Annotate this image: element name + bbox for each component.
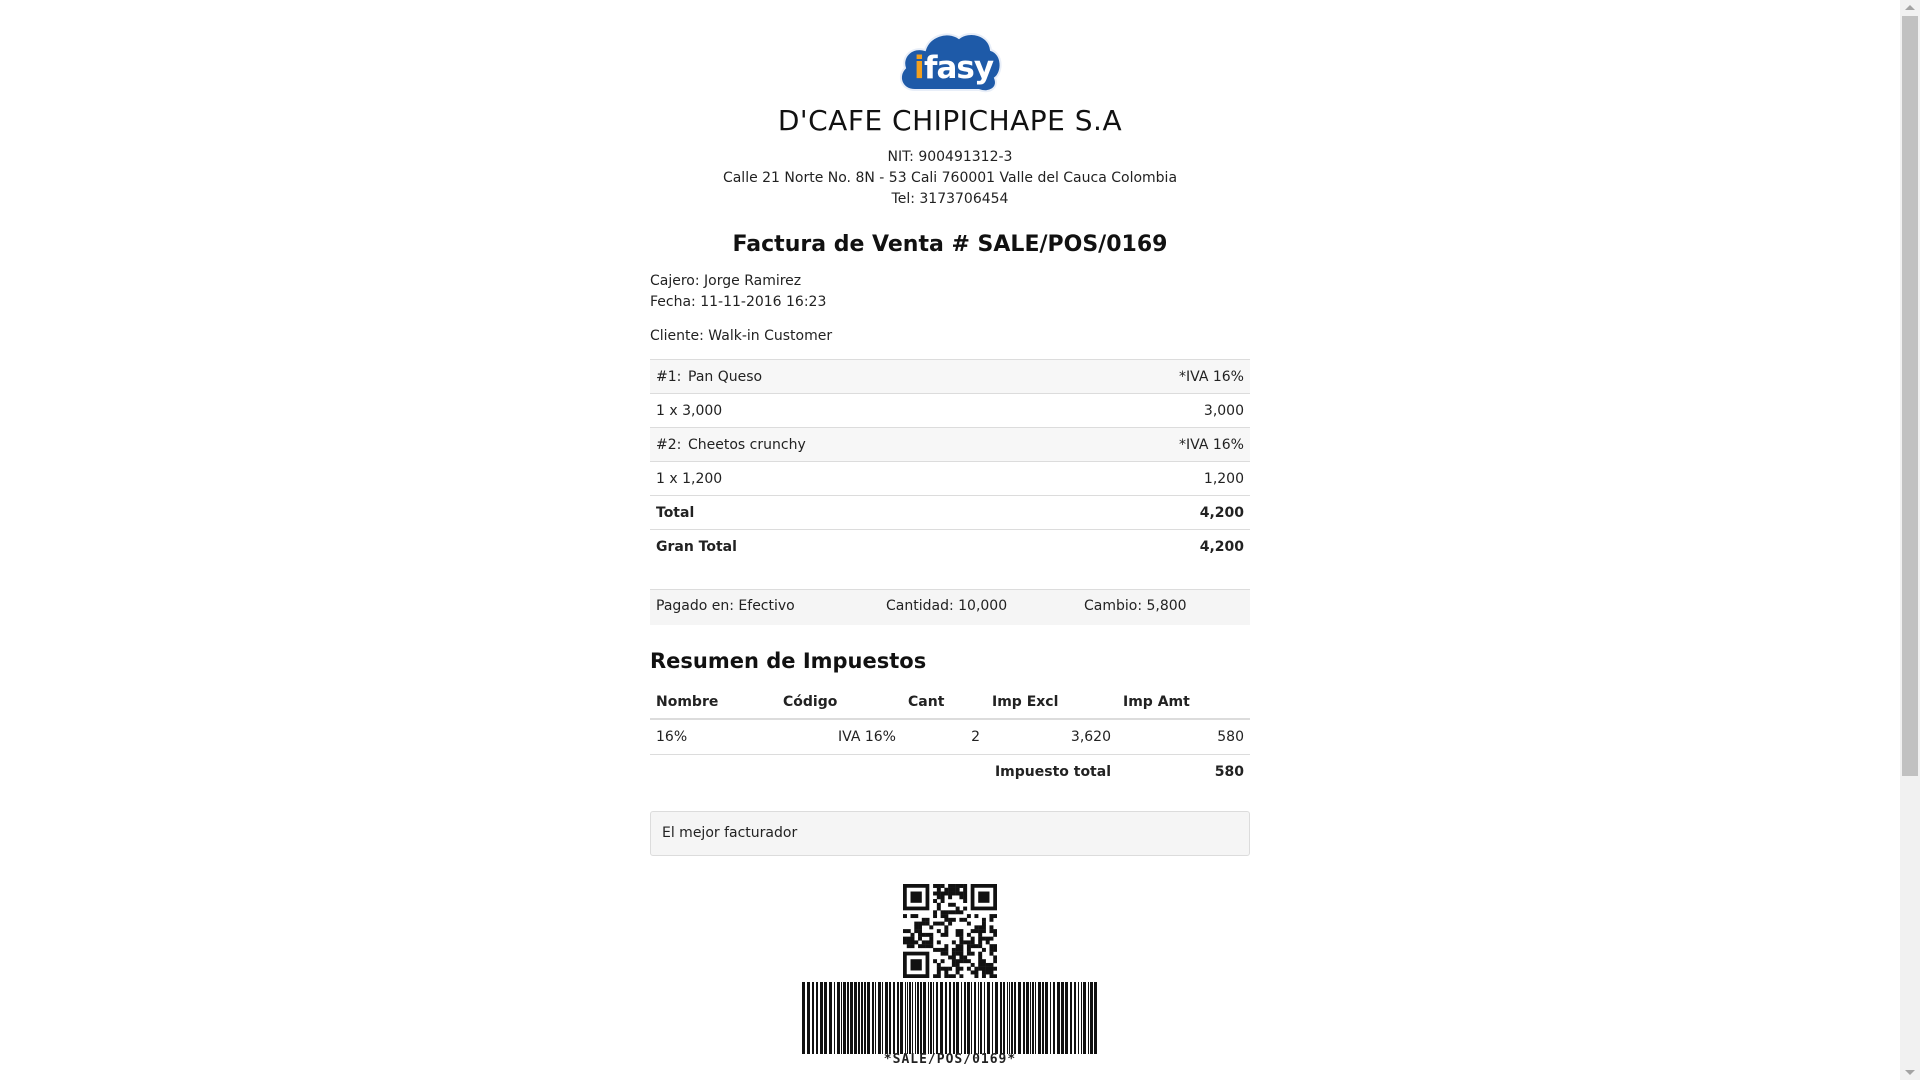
company-address: Calle 21 Norte No. 8N - 53 Cali 760001 Valle del Cauca Colombia <box>722 170 1178 186</box>
tax-header-qty: Cant <box>902 685 986 719</box>
tax-amt: 580 <box>1117 719 1250 755</box>
receipt-header <box>650 28 1250 257</box>
payment-amount: Cantidad: 10,000 <box>886 598 1008 614</box>
item-tax: *IVA 16% <box>1057 428 1250 462</box>
scroll-down-arrow-icon[interactable] <box>1905 1070 1915 1075</box>
tax-excl: 3,620 <box>986 719 1117 755</box>
item-detail-row <box>650 462 1250 496</box>
tax-header-row <box>650 685 1250 719</box>
tax-header-code: Código <box>777 685 902 719</box>
scrollbar[interactable] <box>1900 0 1920 1080</box>
item-name: Cheetos crunchy <box>688 436 806 453</box>
invoice-date: Fecha: 11-11-2016 16:23 <box>650 294 827 310</box>
item-qty-price: 1 x 3,000 <box>650 394 1057 428</box>
scrollbar-thumb[interactable] <box>1902 16 1918 776</box>
item-tax: *IVA 16% <box>1057 360 1250 394</box>
tax-name: 16% <box>650 719 777 755</box>
receipt <box>650 0 1250 1067</box>
footer-note: El mejor facturador <box>650 811 1250 856</box>
items-table <box>650 359 1250 563</box>
invoice-title: Factura de Venta # SALE/POS/0169 <box>732 232 1168 257</box>
invoice-meta <box>650 271 1250 313</box>
tax-total-value: 580 <box>1214 764 1244 780</box>
item-number: #1: <box>656 368 682 385</box>
tax-total-label: Impuesto total <box>994 764 1111 780</box>
payment-change: Cambio: 5,800 <box>1084 598 1187 614</box>
client: Cliente: Walk-in Customer <box>650 328 833 344</box>
item-number: #2: <box>656 436 682 453</box>
grand-total-value: 4,200 <box>1199 538 1244 555</box>
total-label: Total <box>650 496 1057 530</box>
cashier: Cajero: Jorge Ramirez <box>650 273 802 289</box>
grand-total-row <box>650 530 1250 564</box>
barcode <box>800 982 1100 1054</box>
tax-header-amt: Imp Amt <box>1117 685 1250 719</box>
item-row <box>650 360 1250 394</box>
tax-total-row <box>650 755 1250 790</box>
company-nit: NIT: 900491312-3 <box>887 149 1013 165</box>
company-phone: Tel: 3173706454 <box>891 191 1009 207</box>
item-name: Pan Queso <box>688 368 763 385</box>
scroll-up-arrow-icon[interactable] <box>1905 5 1915 10</box>
item-detail-row <box>650 394 1250 428</box>
qr-code <box>903 884 997 978</box>
tax-code: IVA 16% <box>777 719 902 755</box>
payment-row <box>650 589 1250 625</box>
tax-summary-table <box>650 685 1250 789</box>
tax-row <box>650 719 1250 755</box>
ifasy-logo <box>897 28 1003 96</box>
item-qty-price: 1 x 1,200 <box>650 462 1057 496</box>
total-value: 4,200 <box>1057 496 1250 530</box>
total-row <box>650 496 1250 530</box>
tax-qty: 2 <box>902 719 986 755</box>
tax-header-name: Nombre <box>650 685 777 719</box>
company-name: D'CAFE CHIPICHAPE S.A <box>777 104 1123 137</box>
svg-text:i: i <box>914 50 925 86</box>
item-amount: 1,200 <box>1057 462 1250 496</box>
item-amount: 3,000 <box>1057 394 1250 428</box>
grand-total-label: Gran Total <box>656 538 737 555</box>
item-row <box>650 428 1250 462</box>
tax-summary-title: Resumen de Impuestos <box>650 649 927 673</box>
payment-method: Pagado en: Efectivo <box>656 598 795 614</box>
codes <box>650 884 1250 1067</box>
logo-text: fasy <box>924 50 994 86</box>
tax-header-excl: Imp Excl <box>986 685 1117 719</box>
barcode-text: *SALE/POS/0169* <box>883 1052 1017 1067</box>
company-info <box>650 147 1250 210</box>
